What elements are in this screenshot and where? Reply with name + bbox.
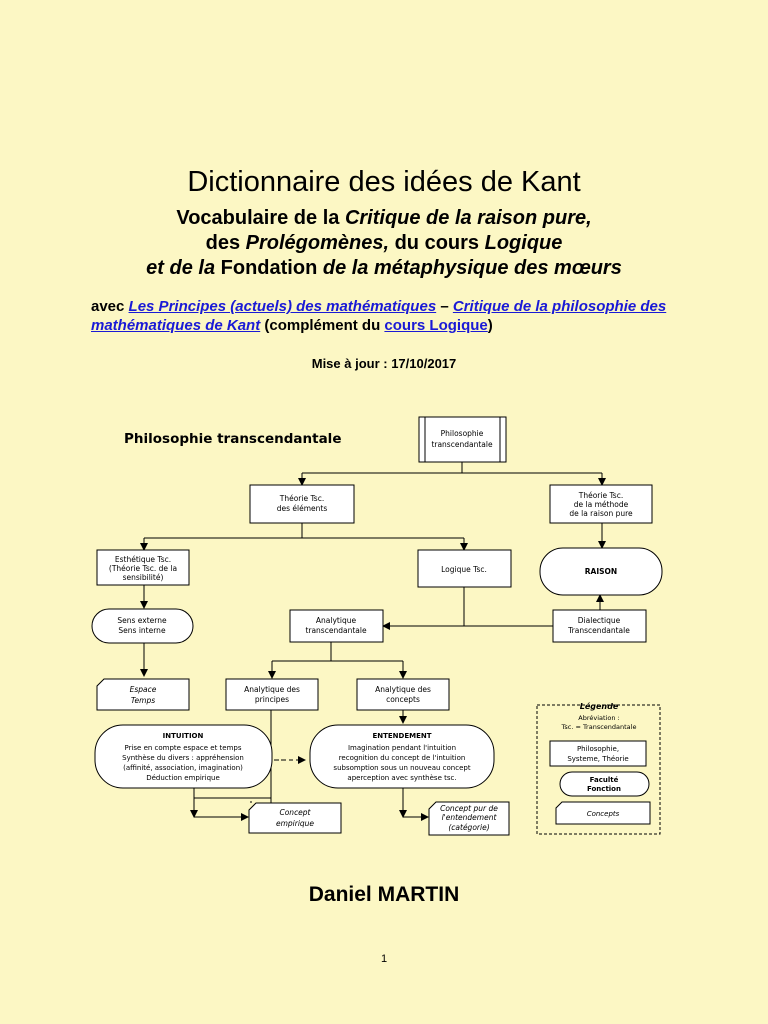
- svg-text:Logique Tsc.: Logique Tsc.: [441, 565, 487, 574]
- svg-text:empirique: empirique: [275, 819, 315, 828]
- node-concept-pur: [429, 802, 509, 835]
- svg-text:Analytique: Analytique: [315, 616, 357, 625]
- svg-text:Imagination pendant l'intuitio: Imagination pendant l'intuition: [347, 744, 457, 752]
- svg-text:de la raison pure: de la raison pure: [569, 509, 633, 518]
- svg-text:Légende: Légende: [579, 702, 619, 711]
- node-concept-empirique: [249, 803, 341, 833]
- svg-text:concepts: concepts: [386, 695, 420, 704]
- svg-text:Théorie Tsc.: Théorie Tsc.: [578, 491, 624, 500]
- legend-box-sample: [550, 741, 646, 766]
- svg-text:transcendantale: transcendantale: [305, 626, 367, 635]
- svg-text:Sens interne: Sens interne: [118, 626, 166, 635]
- node-logique: [418, 550, 511, 587]
- legend-oval-sample: [560, 772, 649, 796]
- svg-text:aperception avec synthèse tsc.: aperception avec synthèse tsc.: [347, 774, 457, 782]
- subtitle-line-1: Vocabulaire de la Critique de la raison pure,: [176, 207, 592, 229]
- svg-text:Analytique des: Analytique des: [375, 685, 431, 694]
- related-links-paragraph: avec Les Principes (actuels) des mathématiques – Critique de la philosophie des mathématiques de Kant (complément du cours Logique): [91, 298, 667, 334]
- svg-text:Fonction: Fonction: [587, 785, 621, 793]
- link-cours-logique[interactable]: cours Logique: [384, 317, 488, 334]
- svg-text:ENTENDEMENT: ENTENDEMENT: [372, 732, 432, 740]
- legend-concept-sample: [556, 802, 650, 824]
- diagram-legend: [537, 701, 660, 834]
- diagram-heading: Philosophie transcendantale: [124, 431, 342, 447]
- svg-text:transcendantale: transcendantale: [431, 440, 493, 449]
- svg-text:Temps: Temps: [130, 696, 156, 705]
- svg-text:Espace: Espace: [129, 685, 157, 694]
- svg-text:Tsc. = Transcendantale: Tsc. = Transcendantale: [561, 723, 637, 731]
- svg-text:INTUITION: INTUITION: [162, 732, 204, 740]
- svg-text:(affinité, association, imagin: (affinité, association, imagination): [123, 764, 243, 772]
- node-esthetique: [97, 550, 189, 585]
- svg-text:Abréviation :: Abréviation :: [578, 714, 620, 722]
- svg-text:Transcendantale: Transcendantale: [568, 626, 630, 635]
- svg-text:Philosophie,: Philosophie,: [576, 745, 620, 753]
- node-theorie-methode: [550, 485, 652, 523]
- svg-text:des éléments: des éléments: [276, 504, 328, 513]
- link-principes-mathematiques[interactable]: Les Principes (actuels) des mathématiques: [128, 298, 437, 315]
- svg-text:Concepts: Concepts: [586, 810, 620, 818]
- node-sens: [92, 609, 193, 643]
- subtitle-line-3: et de la Fondation de la métaphysique des mœurs: [146, 257, 622, 279]
- svg-text:Prise en compte espace et temp: Prise en compte espace et temps: [124, 744, 242, 752]
- node-analytique-concepts: [357, 679, 449, 710]
- svg-text:(Théorie Tsc. de la: (Théorie Tsc. de la: [108, 564, 178, 573]
- node-entendement: [310, 725, 494, 788]
- node-analytique-transcendantale: [290, 610, 383, 642]
- node-analytique-principes: [226, 679, 318, 710]
- svg-text:Concept pur de: Concept pur de: [440, 804, 498, 813]
- svg-text:Esthétique Tsc.: Esthétique Tsc.: [114, 555, 172, 564]
- document-subtitle: [0, 206, 768, 281]
- node-espace-temps: [97, 679, 189, 710]
- link-critique-philosophie-mathematiques[interactable]: Critique de la philosophie des mathématiques de Kant: [91, 298, 667, 334]
- svg-text:Philosophie: Philosophie: [440, 429, 484, 438]
- svg-text:recognition du concept de l'in: recognition du concept de l'intuition: [338, 754, 466, 762]
- node-theorie-elements: [250, 485, 354, 523]
- subtitle-line-2: des Prolégomènes, du cours Logique: [205, 232, 563, 254]
- svg-text:(catégorie): (catégorie): [448, 823, 490, 832]
- svg-text:principes: principes: [254, 695, 290, 704]
- svg-text:Analytique des: Analytique des: [244, 685, 300, 694]
- page-number: 1: [380, 953, 388, 965]
- svg-text:Déduction empirique: Déduction empirique: [146, 774, 220, 782]
- svg-text:sensibilité): sensibilité): [122, 573, 164, 582]
- author-name: Daniel MARTIN: [308, 883, 460, 906]
- node-philosophie-transcendantale: [419, 417, 506, 462]
- svg-text:Faculté: Faculté: [589, 776, 619, 784]
- node-intuition: [95, 725, 272, 788]
- update-date: Mise à jour : 17/10/2017: [311, 356, 457, 371]
- svg-text:Théorie Tsc.: Théorie Tsc.: [279, 494, 325, 503]
- node-dialectique: [553, 610, 646, 642]
- svg-text:Sens externe: Sens externe: [117, 616, 167, 625]
- svg-text:de la méthode: de la méthode: [573, 500, 629, 509]
- svg-text:RAISON: RAISON: [584, 567, 618, 576]
- document-title: Dictionnaire des idées de Kant: [187, 166, 581, 198]
- svg-text:Synthèse du divers : appréhens: Synthèse du divers : appréhension: [122, 754, 244, 762]
- svg-text:Systeme, Théorie: Systeme, Théorie: [567, 755, 629, 763]
- node-raison: [540, 548, 662, 595]
- svg-text:Concept: Concept: [279, 808, 311, 817]
- svg-text:Dialectique: Dialectique: [577, 616, 621, 625]
- kant-diagram: [0, 405, 768, 845]
- svg-text:l'entendement: l'entendement: [441, 813, 497, 822]
- svg-text:subsomption sous un nouveau co: subsomption sous un nouveau concept: [333, 764, 471, 772]
